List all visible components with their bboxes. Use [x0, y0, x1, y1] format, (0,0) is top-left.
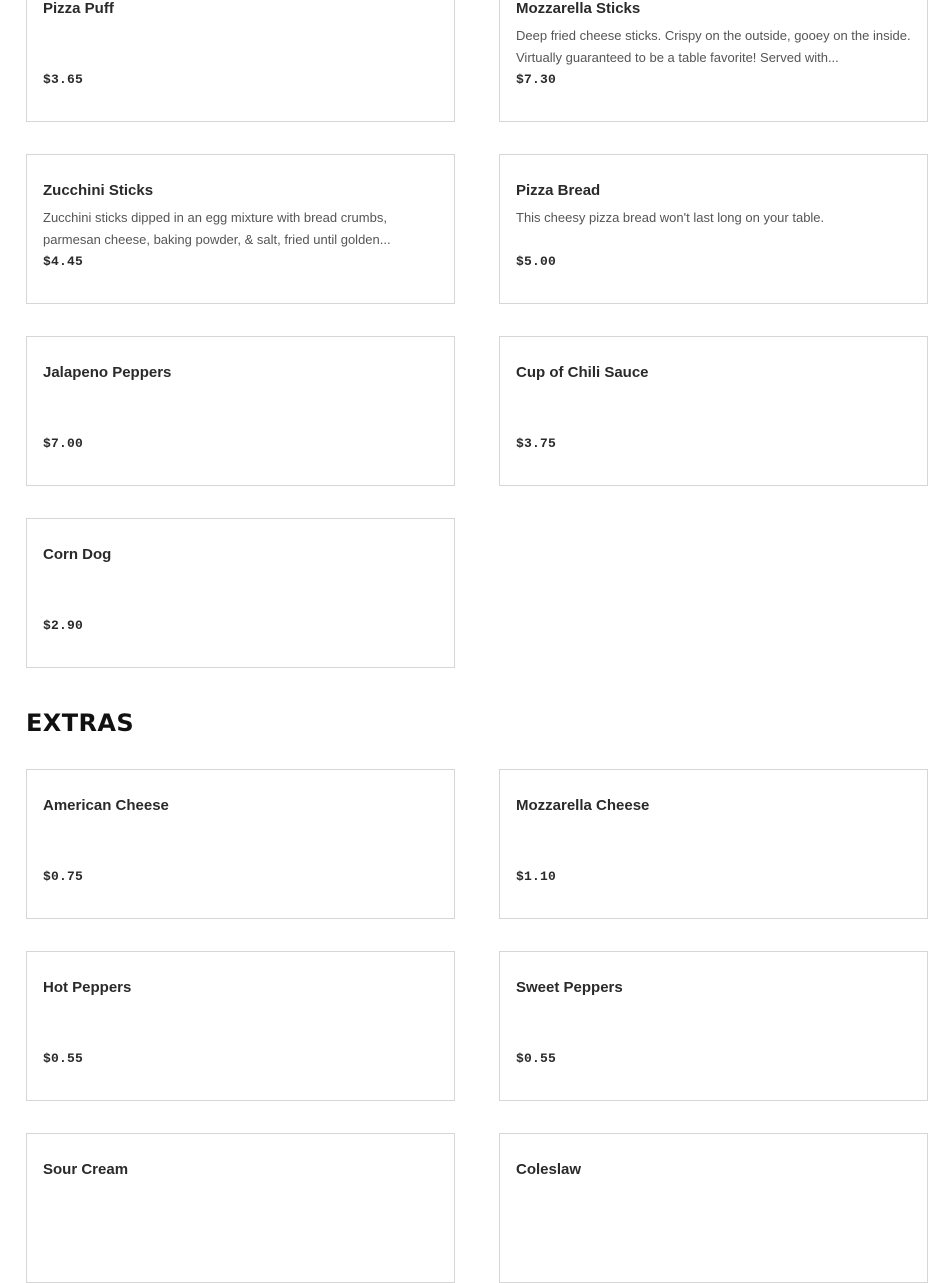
menu-item-name: Zucchini Sticks [43, 182, 154, 199]
menu-item-name: Corn Dog [43, 546, 112, 563]
menu-item-name: Hot Peppers [43, 979, 132, 996]
menu-item-price: $3.75 [516, 436, 557, 451]
menu-item-card[interactable] [26, 769, 455, 919]
extras-grid [0, 769, 950, 1283]
menu-item-name: Jalapeno Peppers [43, 364, 172, 381]
menu-item-card[interactable] [26, 0, 455, 122]
menu-item-name: Mozzarella Cheese [516, 797, 650, 814]
menu-item-name: Pizza Puff [43, 0, 114, 17]
menu-item-card[interactable] [499, 336, 928, 486]
menu-item-description: This cheesy pizza bread won't last long on your table. [516, 210, 825, 225]
menu-item-price: $4.45 [43, 254, 84, 269]
menu-item-price: $3.65 [43, 72, 84, 87]
menu-item-name: American Cheese [43, 797, 169, 814]
menu-item-name: Pizza Bread [516, 182, 601, 199]
menu-item-card[interactable] [26, 518, 455, 668]
menu-item-name: Cup of Chili Sauce [516, 364, 649, 381]
menu-item-price: $5.00 [516, 254, 557, 269]
menu-item-price: $2.90 [43, 618, 84, 633]
section-title-extras: EXTRAS [26, 709, 135, 737]
menu-item-price: $1.10 [516, 869, 557, 884]
menu-item-price: $0.55 [43, 1051, 84, 1066]
menu-item-description: Zucchini sticks dipped in an egg mixture with bread crumbs, parmesan cheese, baking powder, & salt, fried until golden... [43, 210, 391, 247]
menu-item-card[interactable] [26, 1133, 455, 1283]
menu-item-card[interactable] [499, 769, 928, 919]
menu-item-card[interactable] [499, 0, 928, 122]
menu-item-card[interactable] [26, 336, 455, 486]
menu-item-card[interactable] [499, 1133, 928, 1283]
menu-item-card[interactable] [499, 154, 928, 304]
menu-item-price: $0.75 [43, 869, 84, 884]
menu-item-name: Sweet Peppers [516, 979, 623, 996]
menu-item-name: Sour Cream [43, 1161, 129, 1178]
menu-item-price: $0.55 [516, 1051, 557, 1066]
menu-item-card[interactable] [26, 951, 455, 1101]
menu-item-price: $7.30 [516, 72, 557, 87]
menu-item-name: Mozzarella Sticks [516, 0, 641, 17]
menu-item-name: Coleslaw [516, 1161, 582, 1178]
menu-item-card[interactable] [26, 154, 455, 304]
menu-item-description: Deep fried cheese sticks. Crispy on the outside, gooey on the inside. Virtually guaranteed to be a table favorite! Served with... [516, 28, 911, 65]
menu-item-card[interactable] [499, 951, 928, 1101]
menu-item-price: $7.00 [43, 436, 84, 451]
